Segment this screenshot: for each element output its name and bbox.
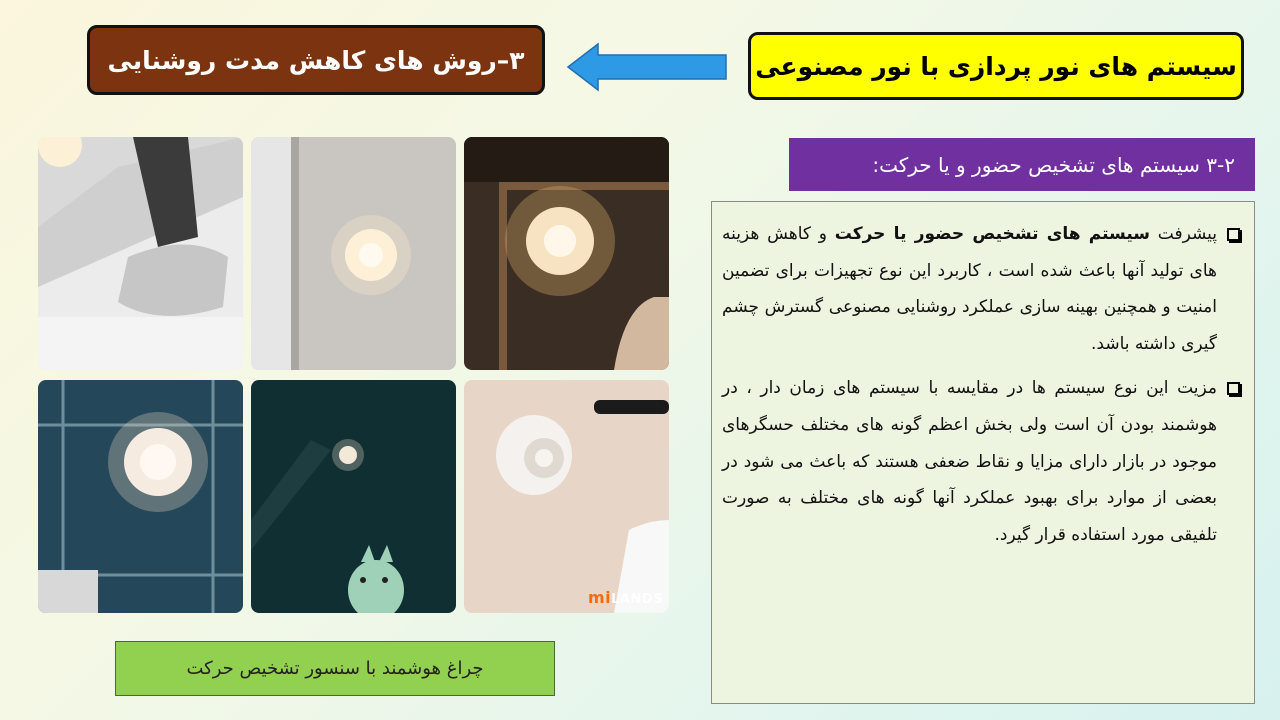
bullet-bold-text: سیستم های تشخیص حضور یا حرکت — [834, 224, 1151, 244]
main-title: سیستم های نور پردازی با نور مصنوعی — [755, 51, 1237, 81]
bullet-text-part: مزیت این نوع سیستم ها در مقایسه با سیستم های زمان دار ، در هوشمند بودن آن است ولی بخش اعظم گونه های مختلف حسگرهای موجود در بازار دارای مزایا و نقاط ضعفی هستند که باعث می شود در بعضی از موارد برای بهبود عملکرد آنها گونه های مختلف به صورت تلفیقی مورد استفاده قرار گیرد. — [722, 378, 1217, 545]
bullet-text — [722, 370, 1217, 553]
checkbox-bullet-icon — [1227, 228, 1240, 241]
photo-tile-lamp — [38, 380, 243, 613]
photo-corner-lamp — [464, 380, 669, 613]
sub-title: ۳–روش های کاهش مدت روشنایی — [107, 45, 525, 75]
photo-bed-lamp — [464, 137, 669, 370]
arrow-left-icon — [566, 42, 728, 92]
bullet-item — [722, 370, 1240, 553]
section-heading — [789, 138, 1255, 191]
sub-title-box — [87, 25, 545, 95]
brand-logo-text: LANDS — [611, 592, 663, 607]
checkbox-bullet-icon — [1227, 382, 1240, 395]
bullet-text — [722, 216, 1217, 362]
content-panel — [711, 201, 1255, 704]
bullet-item — [722, 216, 1240, 362]
main-title-box — [748, 32, 1244, 100]
section-heading-text: ۳-۲ سیستم های تشخیص حضور و یا حرکت: — [872, 152, 1235, 177]
photo-dark-wall-toy — [251, 380, 456, 613]
photo-stairs-foot — [38, 137, 243, 370]
bullet-text-part: پیشرفت — [1150, 224, 1217, 244]
brand-logo-mi: mi — [587, 588, 612, 607]
photo-gallery — [38, 137, 669, 613]
bullet-text-part: و کاهش هزینه های تولید آنها باعث شده است ، کاربرد این نوع تجهیزات برای تضمین امنیت و همچنین بهینه سازی عملکرد روشنایی مصنوعی گسترش چشم گیری داشته باشد. — [722, 224, 1217, 354]
gallery-caption-text: چراغ هوشمند با سنسور تشخیص حرکت — [186, 658, 484, 679]
photo-wall-lamp — [251, 137, 456, 370]
brand-logo — [588, 588, 663, 607]
gallery-caption — [115, 641, 555, 696]
